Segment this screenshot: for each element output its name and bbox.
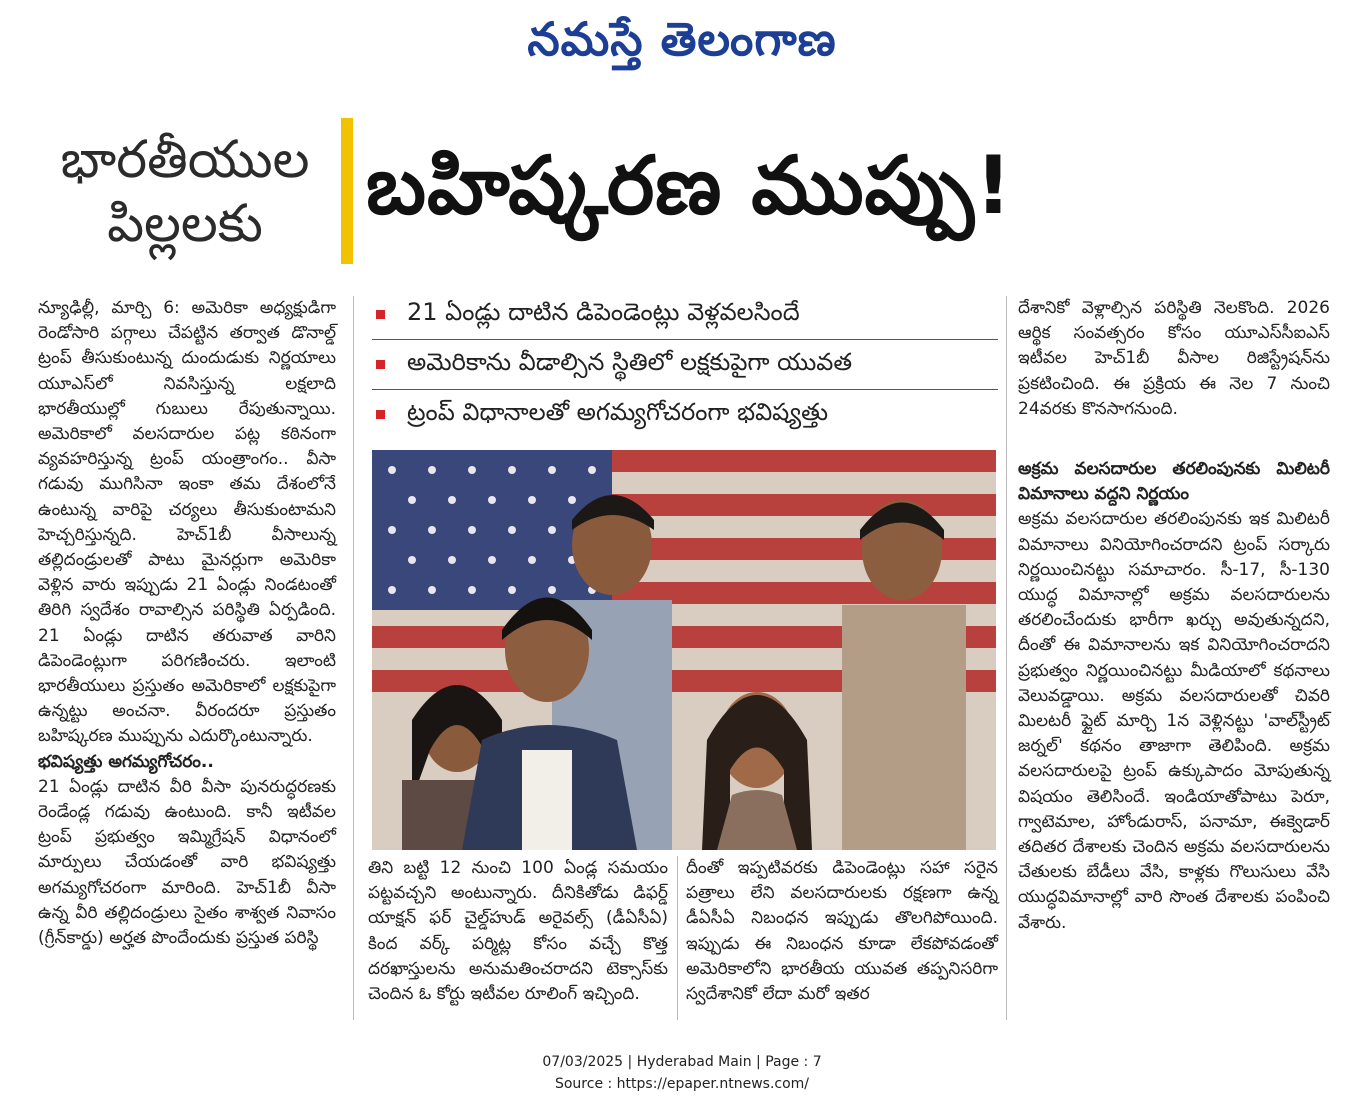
masthead-logo: నమస్తే తెలంగాణ: [527, 12, 837, 66]
group-photo-illustration: [372, 450, 996, 850]
highlight-text: ట్రంప్ విధానాలతో అగమ్యగోచరంగా భవిష్యత్తు: [407, 397, 829, 426]
bullet-square-icon: [376, 310, 385, 319]
column-4-paragraph-2: అక్రమ వలసదారుల తరలింపునకు ఇక మిలిటరీ విమానాలు వినియోగించరాదని ట్రంప్ సర్కారు నిర్ణయించినట్టు సమాచారం. సీ-17, సీ-130 యుద్ధ విమానాల్లో అక్రమ వలసదారులను తరలించేందుకు భారీగా ఖర్చు అవుతున్నదని, దీంతో ఈ విమానాలను ఇక వినియోగించరాదని ప్రభుత్వం నిర్ణయించినట్టు మీడియాలో కథనాలు వెలువడ్డాయి. అక్రమ వలసదారులతో చివరి మిలటరీ ఫ్లైట్ మార్చి 1న వెళ్లినట్టు 'వాల్‌స్ట్రీట్ జర్నల్' కథనం తాజాగా తెలిపింది. అక్రమ వలసదారులపై ట్రంప్ ఉక్కుపాదం మోపుతున్న విషయం తెలిసిందే. ఇండియాతోపాటు పెరూ, గ్వాటెమాల, హోండురాస్, పనామా, ఈక్వెడార్ తదితర దేశాలకు చెందిన అక్రమ వలసదారులను చేతులకు బేడీలు వేసి, కాళ్లకు గొలుసులు వేసి యుద్ధవిమానాల్లో వారి సొంత దేశాలకు పంపించి వేశారు.: [1018, 509, 1330, 933]
highlight-text: 21 ఏండ్లు దాటిన డిపెండెంట్లు వెళ్లవలసిందే: [407, 297, 800, 326]
column-1-subhead: భవిష్యత్తు అగమ్యగోచరం..: [38, 751, 214, 772]
headline: బహిష్కరణ ముప్పు!: [366, 139, 1013, 232]
column-2: [368, 856, 668, 1007]
column-3-paragraph: దీంతో ఇప్పటివరకు డిపెండెంట్లు సహా సరైన పత్రాలు లేని వలసదారులకు రక్షణగా ఉన్న డీఏసీఏ నిబంధన ఇప్పుడు తొలగిపోయింది. ఇప్పుడు ఈ నిబంధన కూడా లేకపోవడంతో అమెరికాలోని భారతీయ యువత తప్పనిసరిగా స్వదేశానికో లేదా మరో ఇతర: [686, 858, 998, 1005]
column-3: [686, 856, 998, 1007]
footer-source-link[interactable]: Source : https://epaper.ntnews.com/: [554, 1076, 810, 1092]
highlight-text: అమెరికాను వీడాల్సిన స్థితిలో లక్షకుపైగా యువత: [407, 347, 853, 376]
kicker: [40, 128, 330, 256]
footer-edition-info: 07/03/2025 | Hyderabad Main | Page : 7: [542, 1054, 822, 1070]
accent-bar: [341, 118, 353, 264]
bullet-square-icon: [376, 410, 385, 419]
kicker-line-2: పిల్లలకు: [107, 194, 263, 254]
highlight-item: [372, 290, 998, 340]
highlight-item: [372, 340, 998, 390]
column-4-spacer: [1018, 422, 1330, 457]
column-2-paragraph: తిని బట్టి 12 నుంచి 100 ఏండ్ల సమయం పట్టవచ్చని అంటున్నారు. దీనికితోడు డిఫర్డ్ యాక్షన్ ఫర్ చైల్డ్‌హుడ్ అరైవల్స్ (డీఏసీఏ) కింద వర్క్ పర్మిట్ల కోసం వచ్చే కొత్త దరఖాస్తులను అనుమతించరాదని టెక్సాస్‌కు చెందిన ఓ కోర్టు ఇటీవల రూలింగ్ ఇచ్చింది.: [368, 858, 668, 1005]
bullet-square-icon: [376, 360, 385, 369]
column-4-paragraph-1: దేశానికో వెళ్లాల్సిన పరిస్థితి నెలకొంది. 2026 ఆర్థిక సంవత్సరం కోసం యూఎస్‌సీఐఎస్ ఇటీవల హెచ్‌1బీ వీసాల రిజిస్ట్రేషన్‌ను ప్రకటించింది. ఈ ప్రక్రియ ఈ నెల 7 నుంచి 24వరకు కొనసాగనుంది.: [1018, 298, 1330, 419]
highlights-list: [372, 290, 998, 439]
kicker-line-1: భారతీయుల: [60, 130, 310, 190]
highlight-item: [372, 390, 998, 439]
article-photo: [372, 450, 996, 850]
column-divider: [353, 296, 354, 1020]
column-1-paragraph-2: 21 ఏండ్లు దాటిన వీరి వీసా పునరుద్ధరణకు రెండేండ్ల గడువు ఉంటుంది. కానీ ఇటీవల ట్రంప్ ప్రభుత్వం ఇమ్మిగ్రేషన్ విధానంలో మార్పులు చేయడంతో వారి భవిష్యత్తు అగమ్యగోచరంగా మారింది. హెచ్‌1బీ వీసా ఉన్న వీరి తల్లిదండ్రులు సైతం శాశ్వత నివాసం (గ్రీన్‌కార్డు) అర్హత పొందేందుకు ప్రస్తుత పరిస్థి: [38, 776, 336, 949]
column-1: [38, 296, 336, 951]
column-divider: [677, 856, 678, 1020]
column-1-paragraph-1: న్యూఢిల్లీ, మార్చి 6: అమెరికా అధ్యక్షుడిగా రెండోసారి పగ్గాలు చేపట్టిన తర్వాత డొనాల్డ్ ట్రంప్ తీసుకుంటున్న దుందుడుకు నిర్ణయాలు యూఎస్‌లో నివసిస్తున్న లక్షలాది భారతీయుల్లో గుబులు రేపుతున్నాయి. అమెరికాలో వలసదారుల పట్ల కఠినంగా వ్యవహరిస్తున్న ట్రంప్ యంత్రాంగం.. వీసా గడువు ముగిసినా ఇంకా తమ దేశంలోనే ఉంటున్న వారిపై చర్యలు తీసుకుంటామని హెచ్చరిస్తున్నది. హెచ్‌1బీ వీసాలున్న తల్లిదండ్రులతో పాటు మైనర్లుగా అమెరికా వెళ్లిన వారు ఇప్పుడు 21 ఏండ్లు నిండటంతో తిరిగి స్వదేశం రావాల్సిన పరిస్థితి ఏర్పడింది. 21 ఏండ్లు దాటిన తరువాత వారిని డిపెండెంట్లుగా పరిగణించరు. ఇలాంటి భారతీయులు ప్రస్తుతం అమెరికాలో లక్షకుపైగా ఉన్నట్టు అంచనా. వీరందరూ ప్రస్తుతం బహిష్కరణ ముప్పును ఎదుర్కొంటున్నారు.: [38, 298, 336, 747]
column-divider: [1006, 296, 1007, 1020]
column-4-subhead: అక్రమ వలసదారుల తరలింపునకు మిలిటరీ విమానాలు వద్దని నిర్ణయం: [1018, 459, 1330, 505]
column-4: [1018, 296, 1330, 936]
